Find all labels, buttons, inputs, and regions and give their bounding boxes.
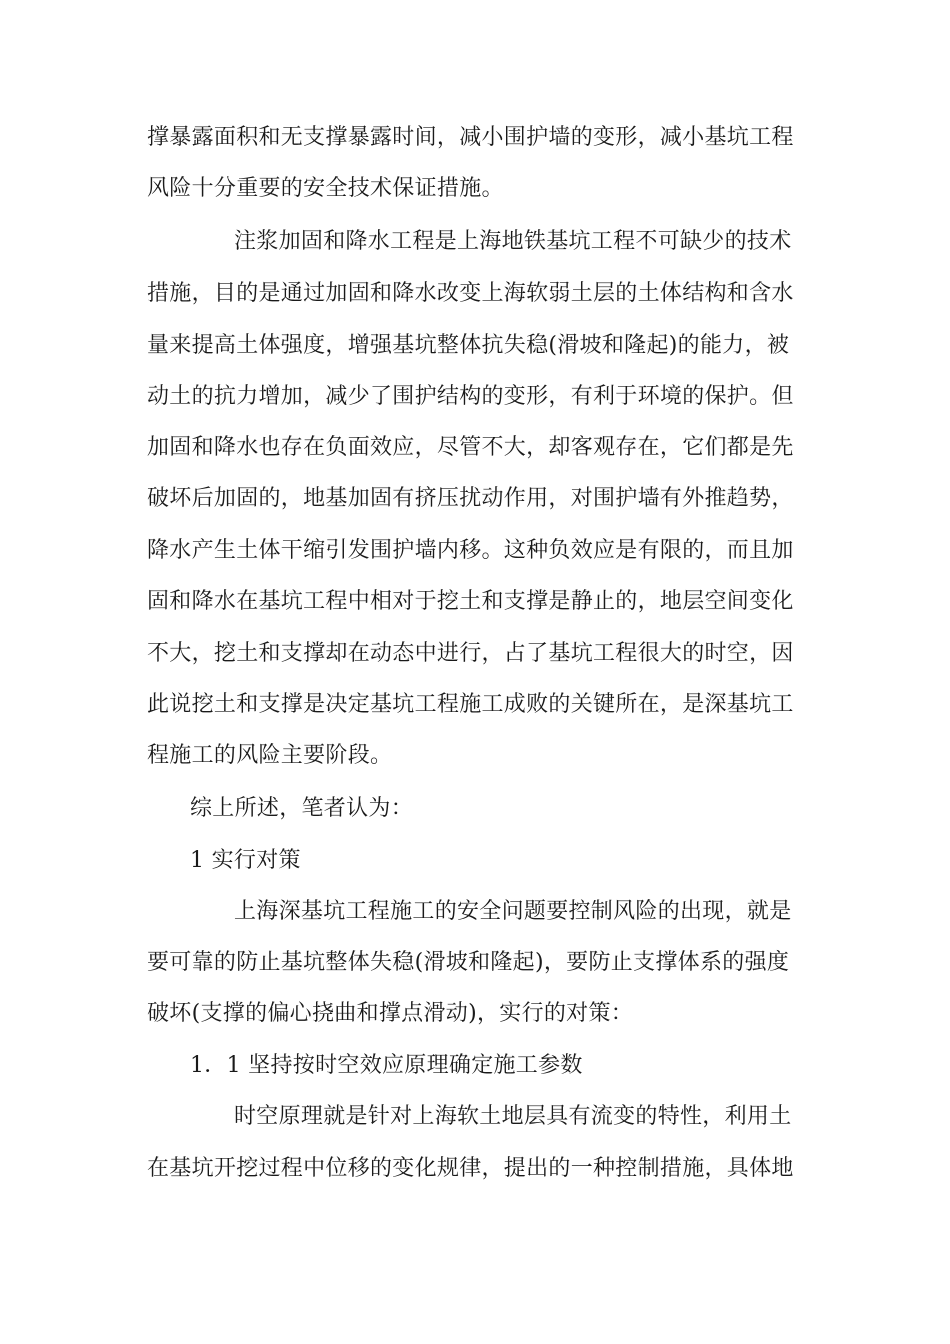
text-line: 风险十分重要的安全技术保证措施。 <box>147 176 504 201</box>
text-line: 加固和降水也存在负面效应，尽管不大，却客观存在，它们都是先 <box>147 435 794 460</box>
text-line: 措施，目的是通过加固和降水改变上海软弱土层的土体结构和含水 <box>147 281 794 306</box>
text-line: 破坏后加固的，地基加固有挤压扰动作用，对围护墙有外推趋势， <box>147 486 794 511</box>
paragraph-start: 上海深基坑工程施工的安全问题要控制风险的出现，就是 <box>234 899 792 924</box>
text-line: 固和降水在基坑工程中相对于挖土和支撑是静止的，地层空间变化 <box>147 589 794 614</box>
subsection-heading: 1．1 坚持按时空效应原理确定施工参数 <box>190 1053 583 1078</box>
paragraph-start: 综上所述，笔者认为： <box>190 796 414 821</box>
text-line: 动土的抗力增加，减少了围护结构的变形，有利于环境的保护。但 <box>147 384 794 409</box>
text-line: 程施工的风险主要阶段。 <box>147 743 393 768</box>
paragraph-start: 注浆加固和降水工程是上海地铁基坑工程不可缺少的技术 <box>234 229 792 254</box>
text-line: 此说挖土和支撑是决定基坑工程施工成败的关键所在，是深基坑工 <box>147 692 794 717</box>
section-heading: 1 实行对策 <box>190 848 301 873</box>
text-line: 撑暴露面积和无支撑暴露时间，减小围护墙的变形，减小基坑工程 <box>147 125 794 150</box>
text-line: 量来提高土体强度，增强基坑整体抗失稳(滑坡和隆起)的能力，被 <box>147 333 790 358</box>
text-line: 不大，挖土和支撑却在动态中进行，占了基坑工程很大的时空，因 <box>147 641 794 666</box>
text-line: 降水产生土体干缩引发围护墙内移。这种负效应是有限的，而且加 <box>147 538 794 563</box>
paragraph-start: 时空原理就是针对上海软土地层具有流变的特性，利用土 <box>234 1104 792 1129</box>
text-line: 破坏(支撑的偏心挠曲和撑点滑动)，实行的对策： <box>147 1001 634 1026</box>
text-line: 要可靠的防止基坑整体失稳(滑坡和隆起)，要防止支撑体系的强度 <box>147 950 790 975</box>
text-line: 在基坑开挖过程中位移的变化规律，提出的一种控制措施，具体地 <box>147 1156 794 1181</box>
